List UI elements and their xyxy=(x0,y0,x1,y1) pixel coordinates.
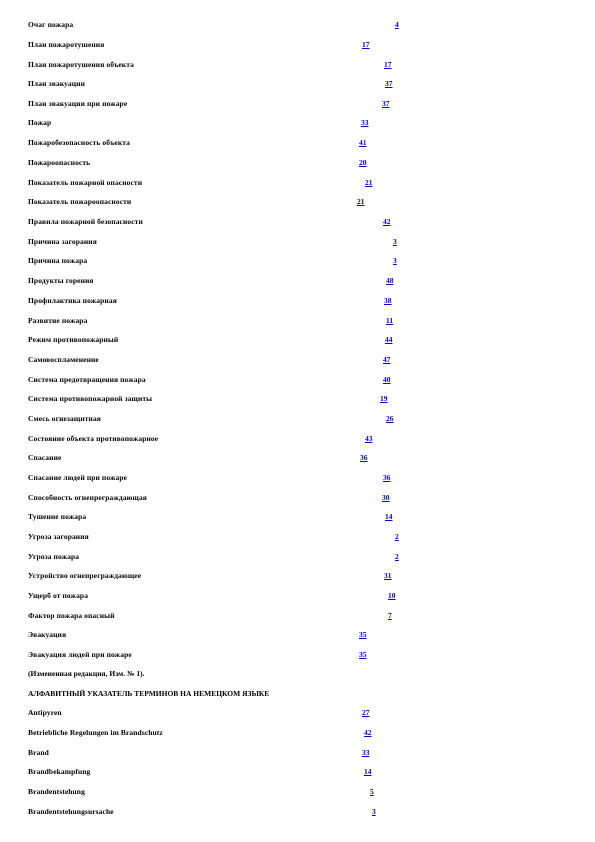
revision-note: (Измененная редакция, Изм. № 1). xyxy=(28,669,145,678)
page-link[interactable]: 4 xyxy=(395,20,399,29)
page-link[interactable]: 3 xyxy=(393,237,397,246)
index-term: План эвакуации при пожаре xyxy=(28,99,128,108)
page-link[interactable]: 17 xyxy=(362,40,370,49)
index-term: Показатель пожарной опасности xyxy=(28,178,143,187)
page-link[interactable]: 37 xyxy=(385,79,393,88)
index-term: Устройство огнепреграждающее xyxy=(28,571,142,580)
page-link[interactable]: 11 xyxy=(386,316,394,325)
page-link[interactable]: 19 xyxy=(380,394,388,403)
index-term: План пожаротушения xyxy=(28,40,105,49)
index-term: План эвакуации xyxy=(28,79,86,88)
index-term: Antipyren xyxy=(28,708,62,717)
page-link[interactable]: 14 xyxy=(385,512,393,521)
index-term: Система предотвращения пожара xyxy=(28,375,146,384)
index-term: Самовоспламенение xyxy=(28,355,99,364)
page-link[interactable]: 17 xyxy=(384,60,392,69)
page-link[interactable]: 36 xyxy=(383,473,391,482)
index-term: Способность огнепреграждающая xyxy=(28,493,147,502)
page-link[interactable]: 30 xyxy=(382,493,390,502)
index-term: Очаг пожара xyxy=(28,20,74,29)
index-term: Правила пожарной безопасности xyxy=(28,217,143,226)
index-term: Спасание людей при пожаре xyxy=(28,473,128,482)
index-term: Brandentstehungsursache xyxy=(28,807,114,816)
page-link[interactable]: 21 xyxy=(365,178,373,187)
page-link[interactable]: 5 xyxy=(370,787,374,796)
index-term: Спасание xyxy=(28,453,62,462)
index-term: Brandentstehung xyxy=(28,787,85,796)
page-link[interactable]: 35 xyxy=(359,650,367,659)
page-link[interactable]: 7 xyxy=(388,611,392,620)
page-link[interactable]: 35 xyxy=(359,630,367,639)
page-link[interactable]: 37 xyxy=(382,99,390,108)
page-link[interactable]: 43 xyxy=(365,434,373,443)
index-term: Фактор пожара опасный xyxy=(28,611,115,620)
page-link[interactable]: 14 xyxy=(364,767,372,776)
page-link[interactable]: 42 xyxy=(383,217,391,226)
page-link[interactable]: 38 xyxy=(384,296,392,305)
page-link[interactable]: 41 xyxy=(359,138,367,147)
index-term: Система противопожарной защиты xyxy=(28,394,153,403)
page-link[interactable]: 26 xyxy=(386,414,394,423)
index-term: Brandbekampfung xyxy=(28,767,91,776)
index-term: Профилактика пожарная xyxy=(28,296,117,305)
index-term: Пожаробезопасность объекта xyxy=(28,138,130,147)
index-term: Причина загорания xyxy=(28,237,97,246)
page-link[interactable]: 3 xyxy=(372,807,376,816)
page-link[interactable]: 20 xyxy=(359,158,367,167)
page-link[interactable]: 44 xyxy=(385,335,393,344)
index-term: Тушение пожара xyxy=(28,512,87,521)
index-term: Режим противопожарный xyxy=(28,335,119,344)
index-term: Угроза пожара xyxy=(28,552,80,561)
section-heading: АЛФАВИТНЫЙ УКАЗАТЕЛЬ ТЕРМИНОВ НА НЕМЕЦКОМ ЯЗЫКЕ xyxy=(28,689,270,698)
page-link[interactable]: 33 xyxy=(361,118,369,127)
page-link[interactable]: 42 xyxy=(364,728,372,737)
page-link[interactable]: 10 xyxy=(388,591,396,600)
index-term: Эвакуация xyxy=(28,630,67,639)
index-term: План пожаротушения объекта xyxy=(28,60,134,69)
index-term: Продукты горения xyxy=(28,276,94,285)
page-link[interactable]: 21 xyxy=(357,197,365,206)
index-term: Состояние объекта противопожарное xyxy=(28,434,159,443)
page-link[interactable]: 27 xyxy=(362,708,370,717)
page-link[interactable]: 3 xyxy=(393,256,397,265)
page-link[interactable]: 36 xyxy=(360,453,368,462)
index-term: Показатель пожароопасности xyxy=(28,197,132,206)
index-term: Ущерб от пожара xyxy=(28,591,89,600)
index-term: Смесь огнезащитная xyxy=(28,414,101,423)
page-link[interactable]: 2 xyxy=(395,532,399,541)
page-link[interactable]: 2 xyxy=(395,552,399,561)
index-term: Угроза загорания xyxy=(28,532,89,541)
index-term: Пожароопасность xyxy=(28,158,91,167)
page-link[interactable]: 40 xyxy=(383,375,391,384)
index-term: Пожар xyxy=(28,118,52,127)
index-term: Причина пожара xyxy=(28,256,88,265)
page-link[interactable]: 48 xyxy=(386,276,394,285)
index-term: Развитие пожара xyxy=(28,316,88,325)
page-link[interactable]: 31 xyxy=(384,571,392,580)
index-term: Эвакуация людей при пожаре xyxy=(28,650,132,659)
index-term: Betriebliche Regelungen im Brandschutz xyxy=(28,728,163,737)
index-term: Brand xyxy=(28,748,49,757)
page-link[interactable]: 47 xyxy=(383,355,391,364)
page-link[interactable]: 33 xyxy=(362,748,370,757)
